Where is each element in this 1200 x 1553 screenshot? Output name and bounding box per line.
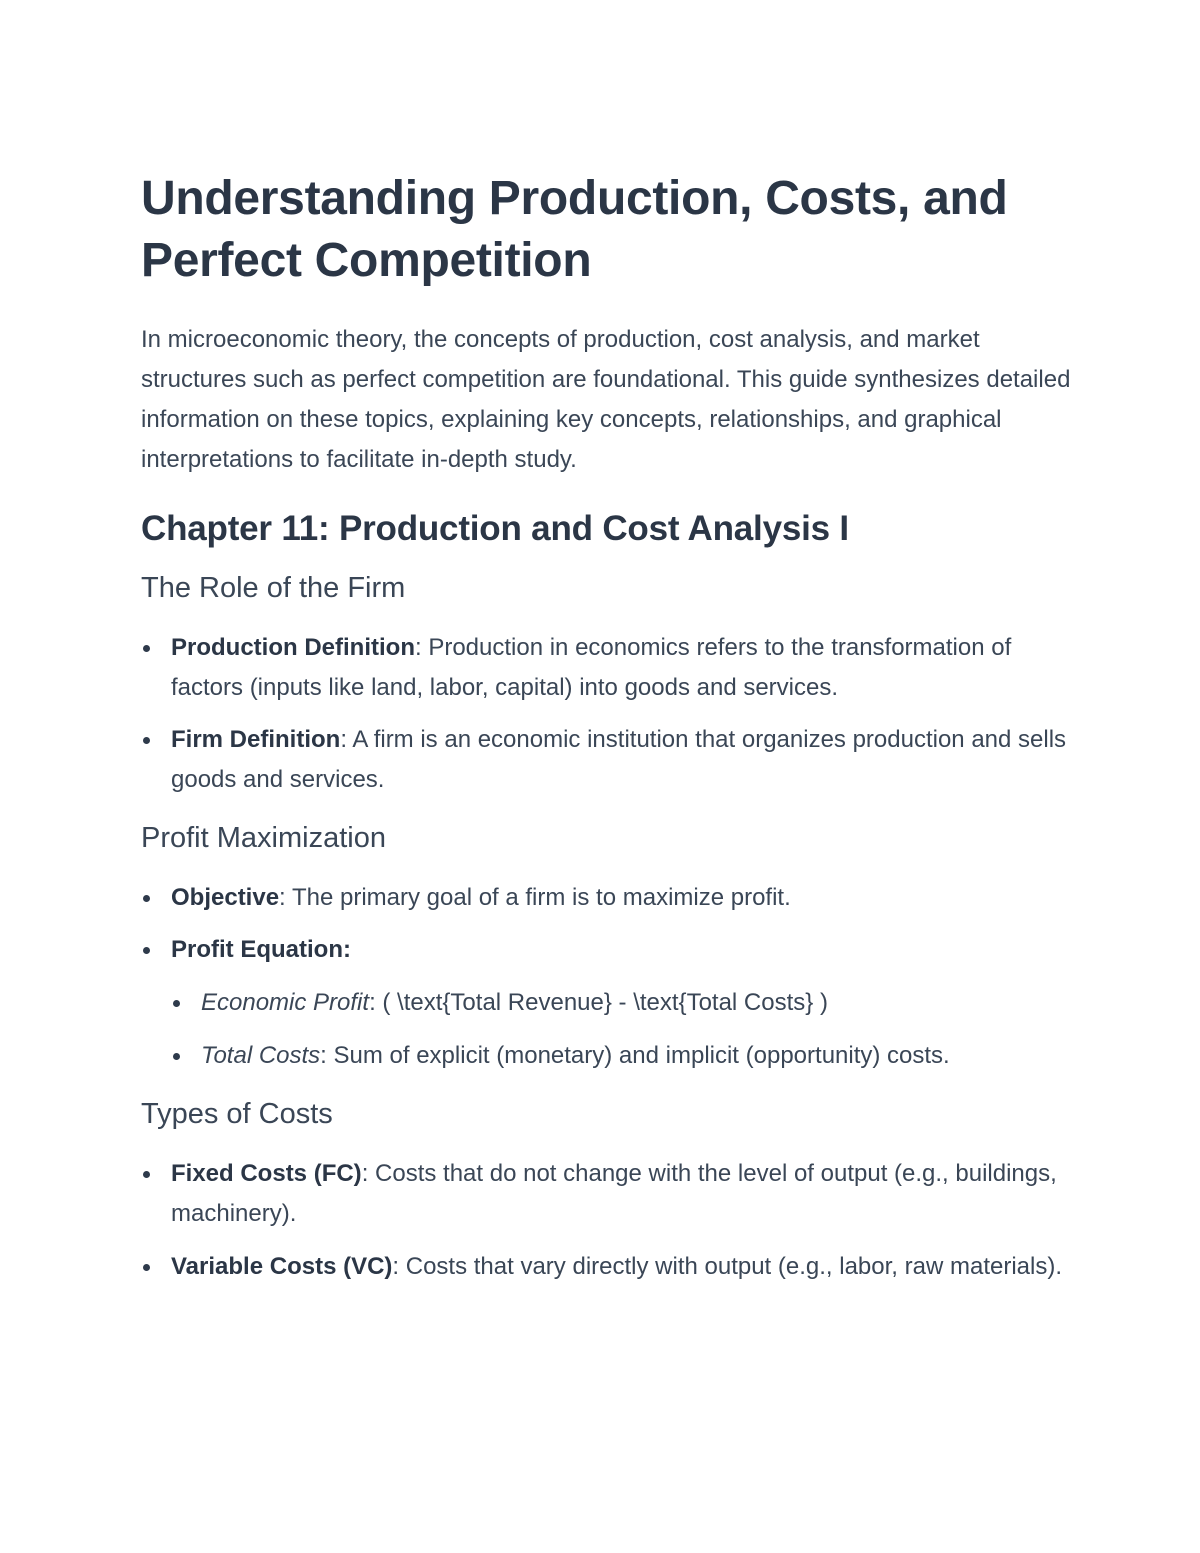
term-text: : [342,936,351,963]
document-page [141,168,1081,1287]
term-text: : Costs that do not change with the level of output (e.g., buildings, machinery). [171,1160,1057,1227]
sub-list-item [141,1036,1081,1076]
term-label: Total Costs [201,1042,321,1069]
term-text: : Costs that vary directly with output (e.g., labor, raw materials). [392,1253,1062,1280]
document-title: Understanding Production, Costs, and Perfect Competition [141,172,1008,287]
types-of-costs-list [141,1154,1081,1287]
list-item [141,930,1081,970]
term-label: Variable Costs (VC) [171,1253,393,1280]
term-label: Fixed Costs (FC) [171,1160,362,1187]
list-item [141,720,1081,800]
section-heading-role-of-firm: The Role of the Firm [141,572,406,604]
term-label: Firm Definition [171,726,341,753]
term-text: : Sum of explicit (monetary) and implicit (opportunity) costs. [320,1042,950,1069]
sub-list-item [141,983,1081,1023]
section-heading-profit-maximization: Profit Maximization [141,822,386,854]
role-of-firm-list [141,628,1081,800]
term-label: Objective [171,884,280,911]
list-item [141,878,1081,918]
term-text: : A firm is an economic institution that organizes production and sells goods and services. [171,726,1067,793]
term-label: Profit Equation [171,936,343,963]
list-item [141,1154,1081,1234]
term-text: : The primary goal of a firm is to maximize profit. [279,884,791,911]
profit-maximization-list [141,878,1081,1076]
term-text: : ( \text{Total Revenue} - \text{Total Costs} ) [369,989,828,1016]
list-item [141,1247,1081,1287]
term-label: Production Definition [171,634,415,661]
term-text: : Production in economics refers to the transformation of factors (inputs like land, labor, capital) into goods and services. [171,634,1012,701]
term-label: Economic Profit [201,989,370,1016]
chapter-11-heading: Chapter 11: Production and Cost Analysis I [141,509,849,548]
section-heading-types-of-costs: Types of Costs [141,1098,333,1130]
intro-paragraph: In microeconomic theory, the concepts of production, cost analysis, and market structures such as perfect competition are foundational. This guide synthesizes detailed information on these topics, explaining key concepts, relationships, and graphical interpretations to facilitate in-depth study. [141,326,1071,473]
list-item [141,628,1081,708]
